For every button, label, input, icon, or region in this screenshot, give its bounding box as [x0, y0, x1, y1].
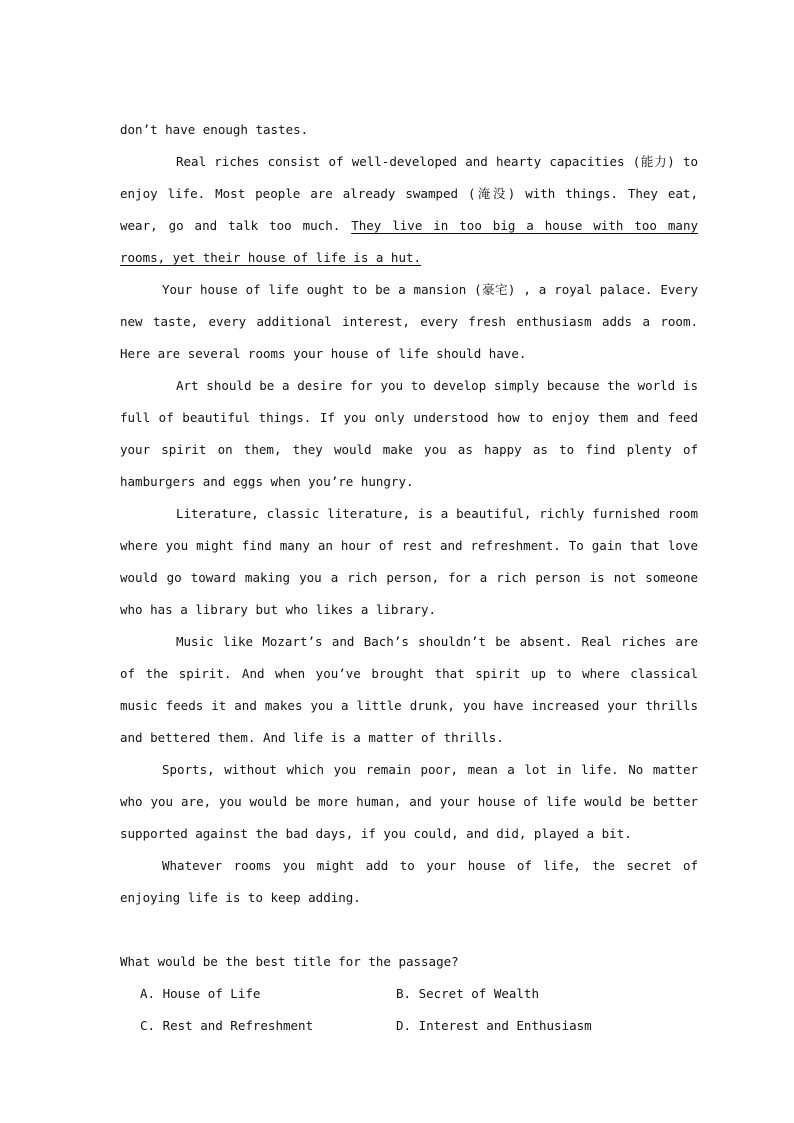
option-d[interactable]: D. Interest and Enthusiasm: [396, 1018, 592, 1033]
passage-paragraph-5: Music like Mozart’s and Bach’s shouldn’t be absent. Real riches are of the spirit. And when you’ve brought that spirit up to where classical music feeds it and makes you a little drunk, you have increased your thrills and bettered them. And life is a matter of thrills.: [120, 634, 698, 745]
option-c[interactable]: C. Rest and Refreshment: [140, 1018, 314, 1033]
option-b[interactable]: B. Secret of Wealth: [396, 986, 539, 1001]
paragraph-1-text: Real riches consist of well-developed and hearty capacities (能力) to enjoy life. Most people are already swamped (淹没) with things. They eat, wear, go and talk too much.: [120, 154, 698, 233]
question-block: [120, 946, 698, 1042]
answer-options: [120, 978, 698, 1042]
passage-paragraph-6: Sports, without which you remain poor, mean a lot in life. No matter who you are, you would be more human, and your house of life would be better supported against the bad days, if you could, and did, played a bit.: [120, 762, 698, 841]
document-page: [120, 114, 698, 1042]
passage-paragraph-3: Art should be a desire for you to develop simply because the world is full of beautiful things. If you only understood how to enjoy them and feed your spirit on them, they would make you as happy as to find plenty of hamburgers and eggs when you’re hungry.: [120, 378, 698, 489]
passage-paragraph-1: [120, 146, 698, 274]
passage-paragraph-4: Literature, classic literature, is a beautiful, richly furnished room where you might find many an hour of rest and refreshment. To gain that love would go toward making you a rich person, for a rich person is not someone who has a library but who likes a library.: [120, 506, 698, 617]
reading-passage: [120, 114, 698, 914]
underlined-sentence: They live in too big a house with too many rooms, yet their house of life is a hut.: [120, 218, 699, 265]
passage-paragraph-7: Whatever rooms you might add to your house of life, the secret of enjoying life is to keep adding.: [120, 858, 698, 905]
option-a[interactable]: A. House of Life: [140, 986, 261, 1001]
passage-paragraph-2: Your house of life ought to be a mansion (豪宅) , a royal palace. Every new taste, every additional interest, every fresh enthusiasm adds a room. Here are several rooms your house of life should have.: [120, 282, 698, 361]
question-stem: What would be the best title for the passage?: [120, 954, 459, 969]
passage-paragraph-0: don’t have enough tastes.: [120, 122, 309, 137]
